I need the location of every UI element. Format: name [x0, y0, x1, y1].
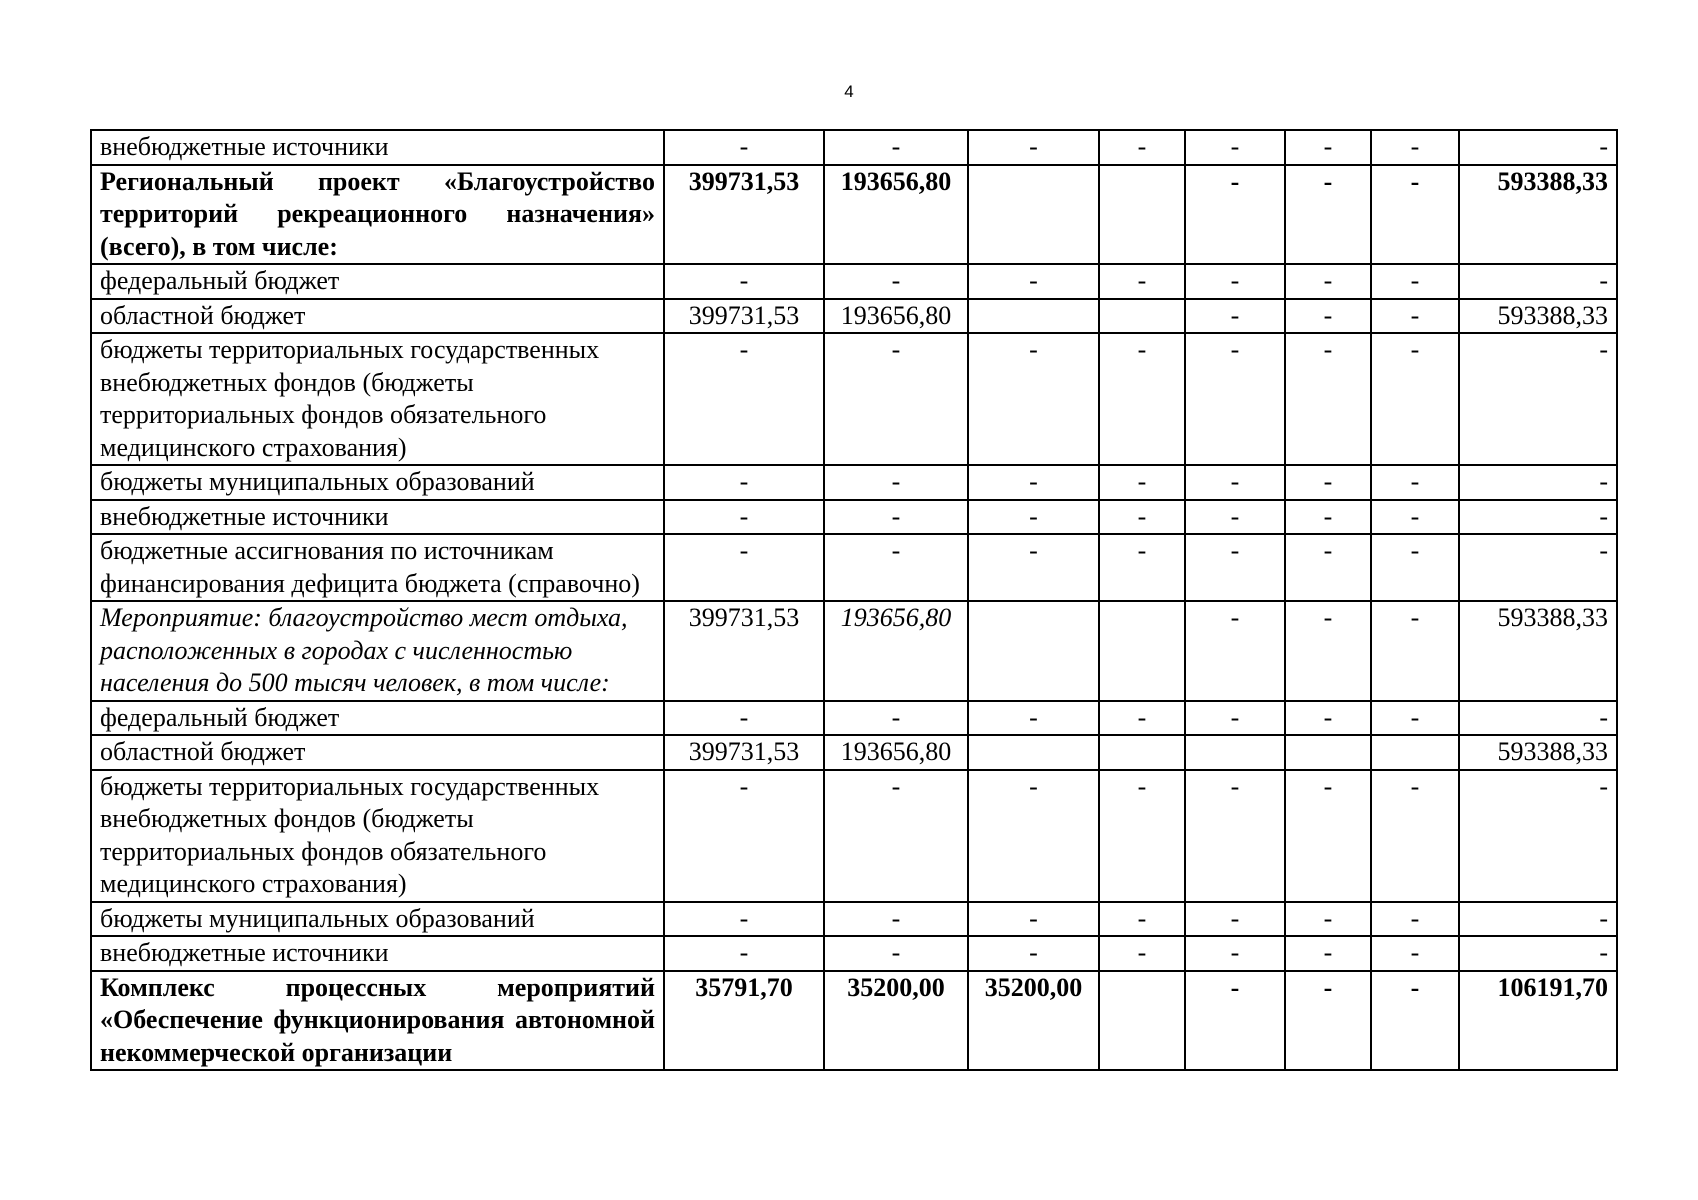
value-cell: - — [1099, 500, 1185, 535]
value-cell: - — [1285, 299, 1371, 334]
value-cell: - — [824, 333, 968, 465]
value-cell: - — [824, 936, 968, 971]
value-cell: - — [1185, 333, 1285, 465]
value-cell — [1099, 601, 1185, 701]
value-cell: - — [1285, 601, 1371, 701]
value-cell: - — [1371, 130, 1459, 165]
table-row — [91, 465, 1617, 500]
total-cell: - — [1459, 264, 1617, 299]
value-cell: - — [824, 465, 968, 500]
value-cell: - — [1371, 971, 1459, 1071]
value-cell — [968, 601, 1099, 701]
value-cell: - — [664, 902, 824, 937]
value-cell: 35791,70 — [664, 971, 824, 1071]
value-cell: - — [1185, 971, 1285, 1071]
value-cell: - — [824, 701, 968, 736]
table-body — [91, 130, 1617, 1070]
value-cell: - — [1285, 971, 1371, 1071]
value-cell: - — [824, 264, 968, 299]
value-cell — [1285, 735, 1371, 770]
value-cell — [1099, 299, 1185, 334]
table-row — [91, 165, 1617, 265]
value-cell: - — [1285, 264, 1371, 299]
table-row — [91, 534, 1617, 601]
value-cell: - — [824, 500, 968, 535]
row-label: внебюджетные источники — [91, 936, 664, 971]
value-cell: - — [824, 130, 968, 165]
value-cell — [968, 165, 1099, 265]
table-row — [91, 902, 1617, 937]
value-cell: - — [664, 701, 824, 736]
value-cell: - — [1185, 534, 1285, 601]
row-label: внебюджетные источники — [91, 130, 664, 165]
table-row — [91, 130, 1617, 165]
table-row — [91, 936, 1617, 971]
value-cell: - — [1371, 500, 1459, 535]
value-cell: - — [968, 333, 1099, 465]
total-cell: 593388,33 — [1459, 601, 1617, 701]
value-cell: - — [1285, 902, 1371, 937]
total-cell: - — [1459, 465, 1617, 500]
total-cell: 593388,33 — [1459, 299, 1617, 334]
value-cell — [1099, 165, 1185, 265]
row-label: федеральный бюджет — [91, 701, 664, 736]
value-cell: - — [664, 500, 824, 535]
value-cell: - — [1185, 500, 1285, 535]
value-cell: - — [1185, 165, 1285, 265]
table-row — [91, 770, 1617, 902]
value-cell: - — [1371, 601, 1459, 701]
row-label: областной бюджет — [91, 299, 664, 334]
value-cell: - — [1285, 130, 1371, 165]
row-label: бюджеты территориальных государственных внебюджетных фондов (бюджеты территориальных фондов обязательного медицинского страхования) — [91, 770, 664, 902]
value-cell: - — [1185, 299, 1285, 334]
total-cell: - — [1459, 902, 1617, 937]
value-cell: - — [664, 770, 824, 902]
row-label: внебюджетные источники — [91, 500, 664, 535]
value-cell: - — [1099, 936, 1185, 971]
value-cell: - — [824, 770, 968, 902]
value-cell: - — [1371, 902, 1459, 937]
value-cell: - — [1285, 165, 1371, 265]
total-cell: - — [1459, 130, 1617, 165]
value-cell: - — [1285, 534, 1371, 601]
value-cell: 399731,53 — [664, 601, 824, 701]
page-number: 4 — [844, 82, 854, 101]
total-cell: - — [1459, 333, 1617, 465]
value-cell: 399731,53 — [664, 165, 824, 265]
value-cell: - — [968, 936, 1099, 971]
value-cell — [968, 299, 1099, 334]
value-cell: 193656,80 — [824, 601, 968, 701]
value-cell: - — [1185, 264, 1285, 299]
value-cell: - — [1371, 299, 1459, 334]
value-cell: - — [1185, 902, 1285, 937]
value-cell: 193656,80 — [824, 299, 968, 334]
value-cell: - — [1185, 770, 1285, 902]
value-cell: 193656,80 — [824, 165, 968, 265]
row-label: бюджеты муниципальных образований — [91, 902, 664, 937]
value-cell: - — [1285, 465, 1371, 500]
value-cell: - — [968, 130, 1099, 165]
value-cell — [1099, 971, 1185, 1071]
total-cell: 106191,70 — [1459, 971, 1617, 1071]
row-label: Комплекс процессных мероприятий «Обеспечение функционирования автономной некоммерческой организации — [91, 971, 664, 1071]
value-cell — [1185, 735, 1285, 770]
value-cell: - — [968, 465, 1099, 500]
value-cell: - — [1185, 465, 1285, 500]
table-row — [91, 971, 1617, 1071]
total-cell: 593388,33 — [1459, 165, 1617, 265]
value-cell: - — [1099, 333, 1185, 465]
value-cell: - — [664, 465, 824, 500]
total-cell: - — [1459, 770, 1617, 902]
table-row — [91, 500, 1617, 535]
value-cell: - — [1371, 701, 1459, 736]
value-cell: - — [664, 936, 824, 971]
value-cell: - — [664, 264, 824, 299]
value-cell: - — [968, 701, 1099, 736]
value-cell: - — [1185, 130, 1285, 165]
value-cell: 399731,53 — [664, 299, 824, 334]
value-cell: - — [968, 534, 1099, 601]
value-cell: - — [1371, 264, 1459, 299]
value-cell: - — [1099, 465, 1185, 500]
value-cell: 35200,00 — [824, 971, 968, 1071]
value-cell: 35200,00 — [968, 971, 1099, 1071]
value-cell: - — [1099, 130, 1185, 165]
value-cell: - — [1371, 770, 1459, 902]
value-cell — [968, 735, 1099, 770]
table-row — [91, 735, 1617, 770]
value-cell: - — [1285, 500, 1371, 535]
value-cell: - — [1185, 936, 1285, 971]
total-cell: - — [1459, 534, 1617, 601]
row-label: бюджеты территориальных государственных внебюджетных фондов (бюджеты территориальных фондов обязательного медицинского страхования) — [91, 333, 664, 465]
value-cell: - — [1099, 701, 1185, 736]
value-cell: - — [664, 130, 824, 165]
table-row — [91, 601, 1617, 701]
value-cell: - — [1371, 465, 1459, 500]
total-cell: - — [1459, 500, 1617, 535]
value-cell: - — [1285, 701, 1371, 736]
value-cell: - — [968, 500, 1099, 535]
value-cell: 399731,53 — [664, 735, 824, 770]
table-row — [91, 701, 1617, 736]
budget-table — [90, 129, 1618, 1071]
value-cell: - — [664, 333, 824, 465]
value-cell: - — [1099, 902, 1185, 937]
value-cell: - — [1285, 936, 1371, 971]
row-label: Мероприятие: благоустройство мест отдыха, расположенных в городах с численностью населения до 500 тысяч человек, в том числе: — [91, 601, 664, 701]
value-cell — [1371, 735, 1459, 770]
value-cell: - — [824, 534, 968, 601]
row-label: Региональный проект «Благоустройство территорий рекреационного назначения» (всего), в том числе: — [91, 165, 664, 265]
value-cell: - — [1371, 936, 1459, 971]
value-cell: - — [664, 534, 824, 601]
total-cell: - — [1459, 701, 1617, 736]
table-row — [91, 333, 1617, 465]
value-cell: - — [968, 902, 1099, 937]
row-label: бюджеты муниципальных образований — [91, 465, 664, 500]
value-cell — [1099, 735, 1185, 770]
value-cell: - — [968, 770, 1099, 902]
value-cell: - — [1185, 701, 1285, 736]
value-cell: - — [1185, 601, 1285, 701]
total-cell: - — [1459, 936, 1617, 971]
value-cell: - — [1099, 534, 1185, 601]
value-cell: 193656,80 — [824, 735, 968, 770]
row-label: федеральный бюджет — [91, 264, 664, 299]
value-cell: - — [1099, 770, 1185, 902]
table-row — [91, 264, 1617, 299]
row-label: бюджетные ассигнования по источникам финансирования дефицита бюджета (справочно) — [91, 534, 664, 601]
total-cell: 593388,33 — [1459, 735, 1617, 770]
value-cell: - — [824, 902, 968, 937]
value-cell: - — [1371, 333, 1459, 465]
row-label: областной бюджет — [91, 735, 664, 770]
table-row — [91, 299, 1617, 334]
value-cell: - — [1285, 333, 1371, 465]
value-cell: - — [1099, 264, 1185, 299]
value-cell: - — [968, 264, 1099, 299]
value-cell: - — [1371, 534, 1459, 601]
value-cell: - — [1371, 165, 1459, 265]
value-cell: - — [1285, 770, 1371, 902]
